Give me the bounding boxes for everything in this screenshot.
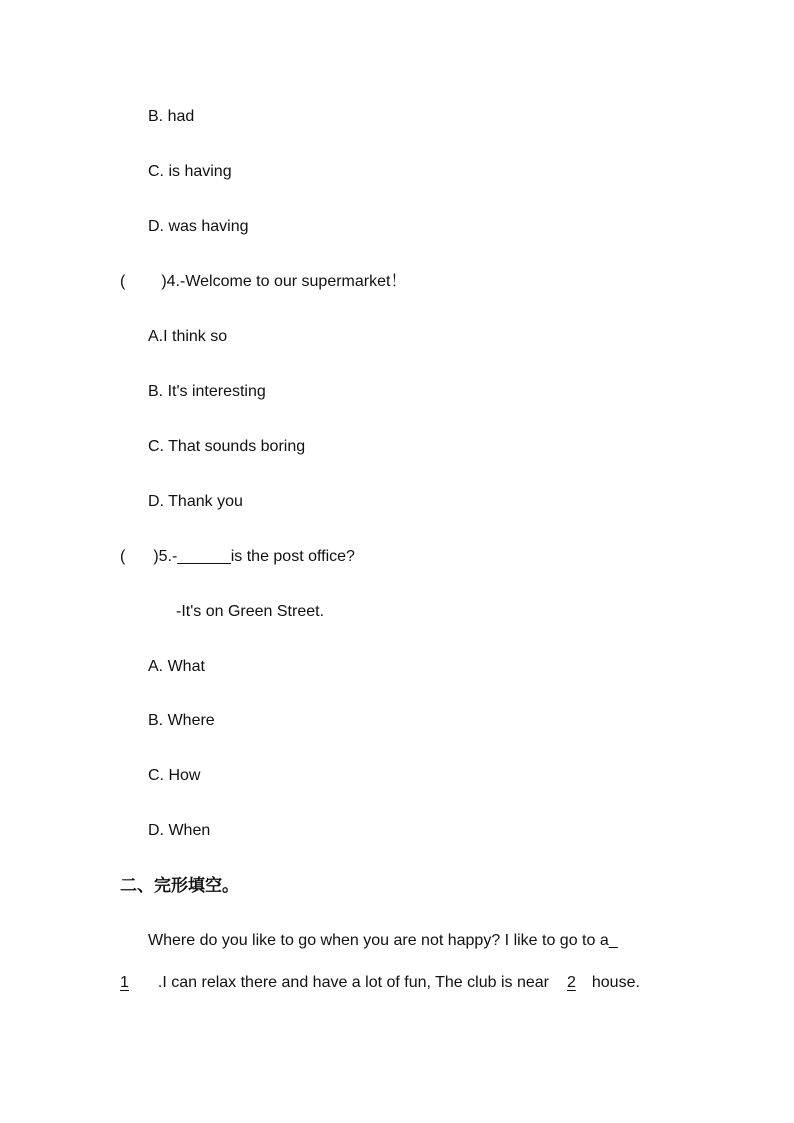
cloze-blank-2 — [549, 974, 592, 991]
answer-paren-open: ( — [120, 273, 126, 290]
q5-option-a: A. What — [148, 658, 205, 675]
q3-option-b: B. had — [148, 108, 195, 125]
cloze-text: house. — [591, 974, 640, 991]
question-text: is the post office? — [230, 548, 355, 565]
cloze-text: Where do you like to go when you are not happy? I like to go to a — [148, 932, 609, 949]
blank-number: 1 — [120, 974, 129, 991]
question-text: -Welcome to our supermarket！ — [180, 273, 407, 290]
q4-option-b: B. It's interesting — [148, 383, 266, 400]
q3-option-d: D. was having — [148, 218, 249, 235]
cloze-text: .I can relax there and have a lot of fun, The club is near — [157, 974, 549, 991]
question-prefix: - — [172, 548, 178, 565]
section-heading: 二、完形填空。 — [120, 876, 239, 896]
cloze-paragraph-line-1 — [148, 931, 618, 951]
blank-number: 2 — [566, 974, 576, 991]
q4-option-a: A.I think so — [148, 328, 228, 345]
question-number: 4. — [166, 273, 180, 290]
answer-paren-open: ( — [120, 548, 126, 565]
q3-option-c: C. is having — [148, 163, 232, 180]
answer-blank: ______ — [177, 548, 231, 565]
cloze-blank-tail: _ — [608, 932, 618, 949]
answer-paren-close: ) — [161, 273, 167, 290]
cloze-paragraph-line-2 — [120, 973, 640, 993]
q5-option-d: D. When — [148, 822, 211, 839]
q5-option-b: B. Where — [148, 712, 215, 729]
question-4 — [120, 272, 406, 292]
question-number: 5. — [158, 548, 172, 565]
question-5 — [120, 547, 355, 567]
answer-paren-close: ) — [153, 548, 159, 565]
q4-option-c: C. That sounds boring — [148, 438, 306, 455]
q5-option-c: C. How — [148, 767, 201, 784]
q4-option-d: D. Thank you — [148, 493, 243, 510]
cloze-blank-1 — [120, 974, 148, 991]
q5-response: -It's on Green Street. — [176, 603, 325, 620]
